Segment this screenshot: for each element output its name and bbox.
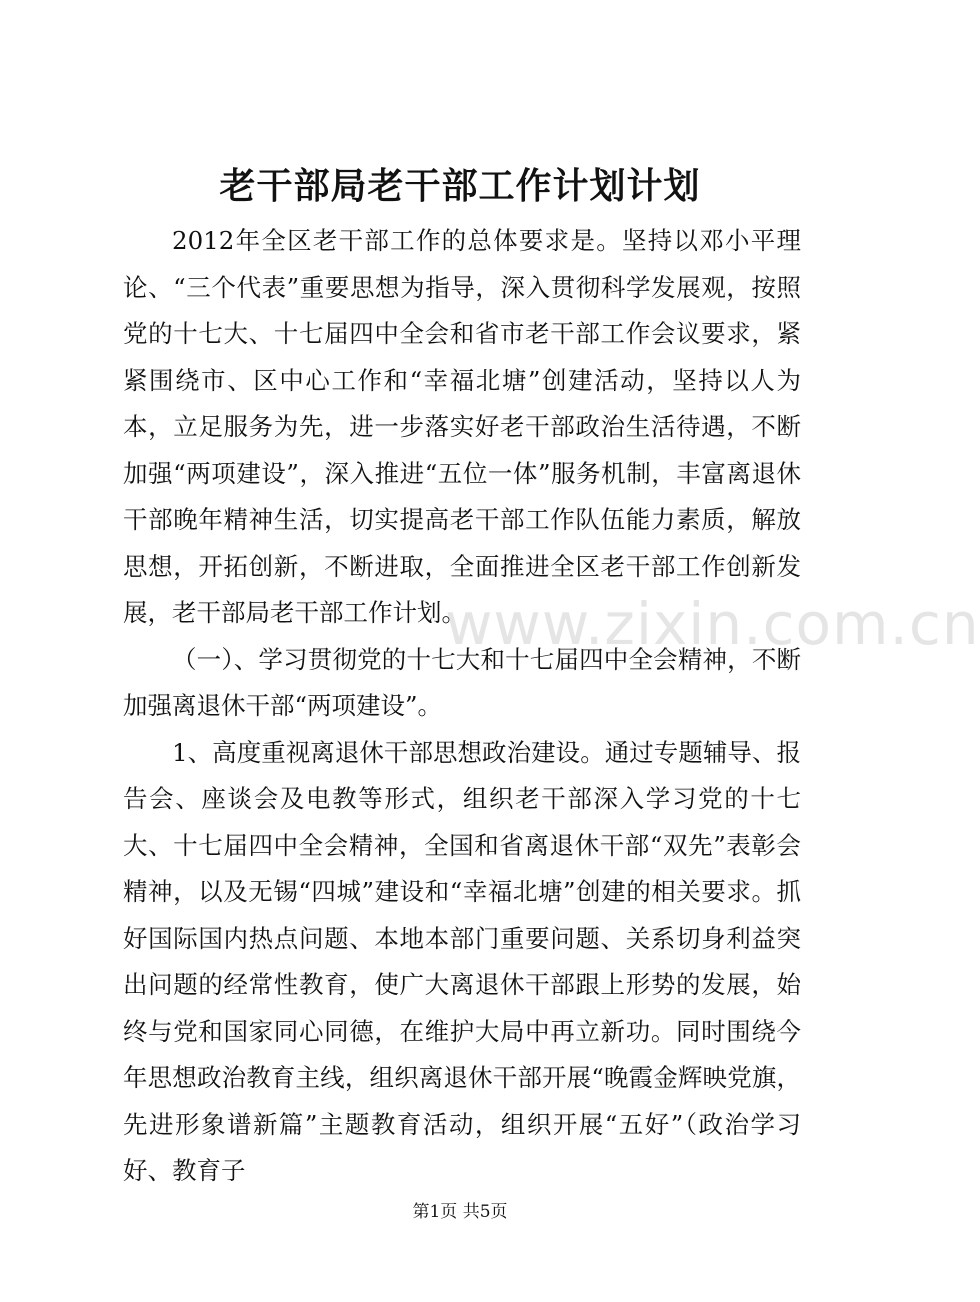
watermark: www.zixin.com.cn	[445, 590, 980, 658]
page-footer: 第1页 共5页	[412, 1202, 508, 1222]
paragraph-1: 2012年全区老干部工作的总体要求是。坚持以邓小平理论、“三个代表”重要思想为指导，深入贯彻科学发展观，按照党的十七大、十七届四中全会和省市老干部工作会议要求，紧紧围绕市、区中心工作和“幸福北塘”创建活动，坚持以人为本，立足服务为先，进一步落实好老干部政治生活待遇，不断加强“两项建设”，深入推进“五位一体”服务机制，丰富离退休干部晚年精神生活，切实提高老干部工作队伍能力素质，解放思想，开拓创新，不断进取，全面推进全区老干部工作创新发展，老干部局老干部工作计划。	[123, 226, 801, 627]
document-body	[123, 218, 801, 1195]
document-title: 老干部局老干部工作计划计划	[219, 165, 701, 207]
paragraph-2: （一）、学习贯彻党的十七大和十七届四中全会精神，不断加强离退休干部“两项建设”。	[123, 644, 801, 720]
paragraph-3: 1、高度重视离退休干部思想政治建设。通过专题辅导、报告会、座谈会及电教等形式，组织老干部深入学习党的十七大、十七届四中全会精神，全国和省离退休干部“双先”表彰会精神，以及无锡“四城”建设和“幸福北塘”创建的相关要求。抓好国际国内热点问题、本地本部门重要问题、关系切身利益突出问题的经常性教育，使广大离退休干部跟上形势的发展，始终与党和国家同心同德，在维护大局中再立新功。同时围绕今年思想政治教育主线，组织离退休干部开展“晚霞金辉映党旗，先进形象谱新篇”主题教育活动，组织开展“五好”（政治学习好、教育子	[123, 737, 801, 1185]
